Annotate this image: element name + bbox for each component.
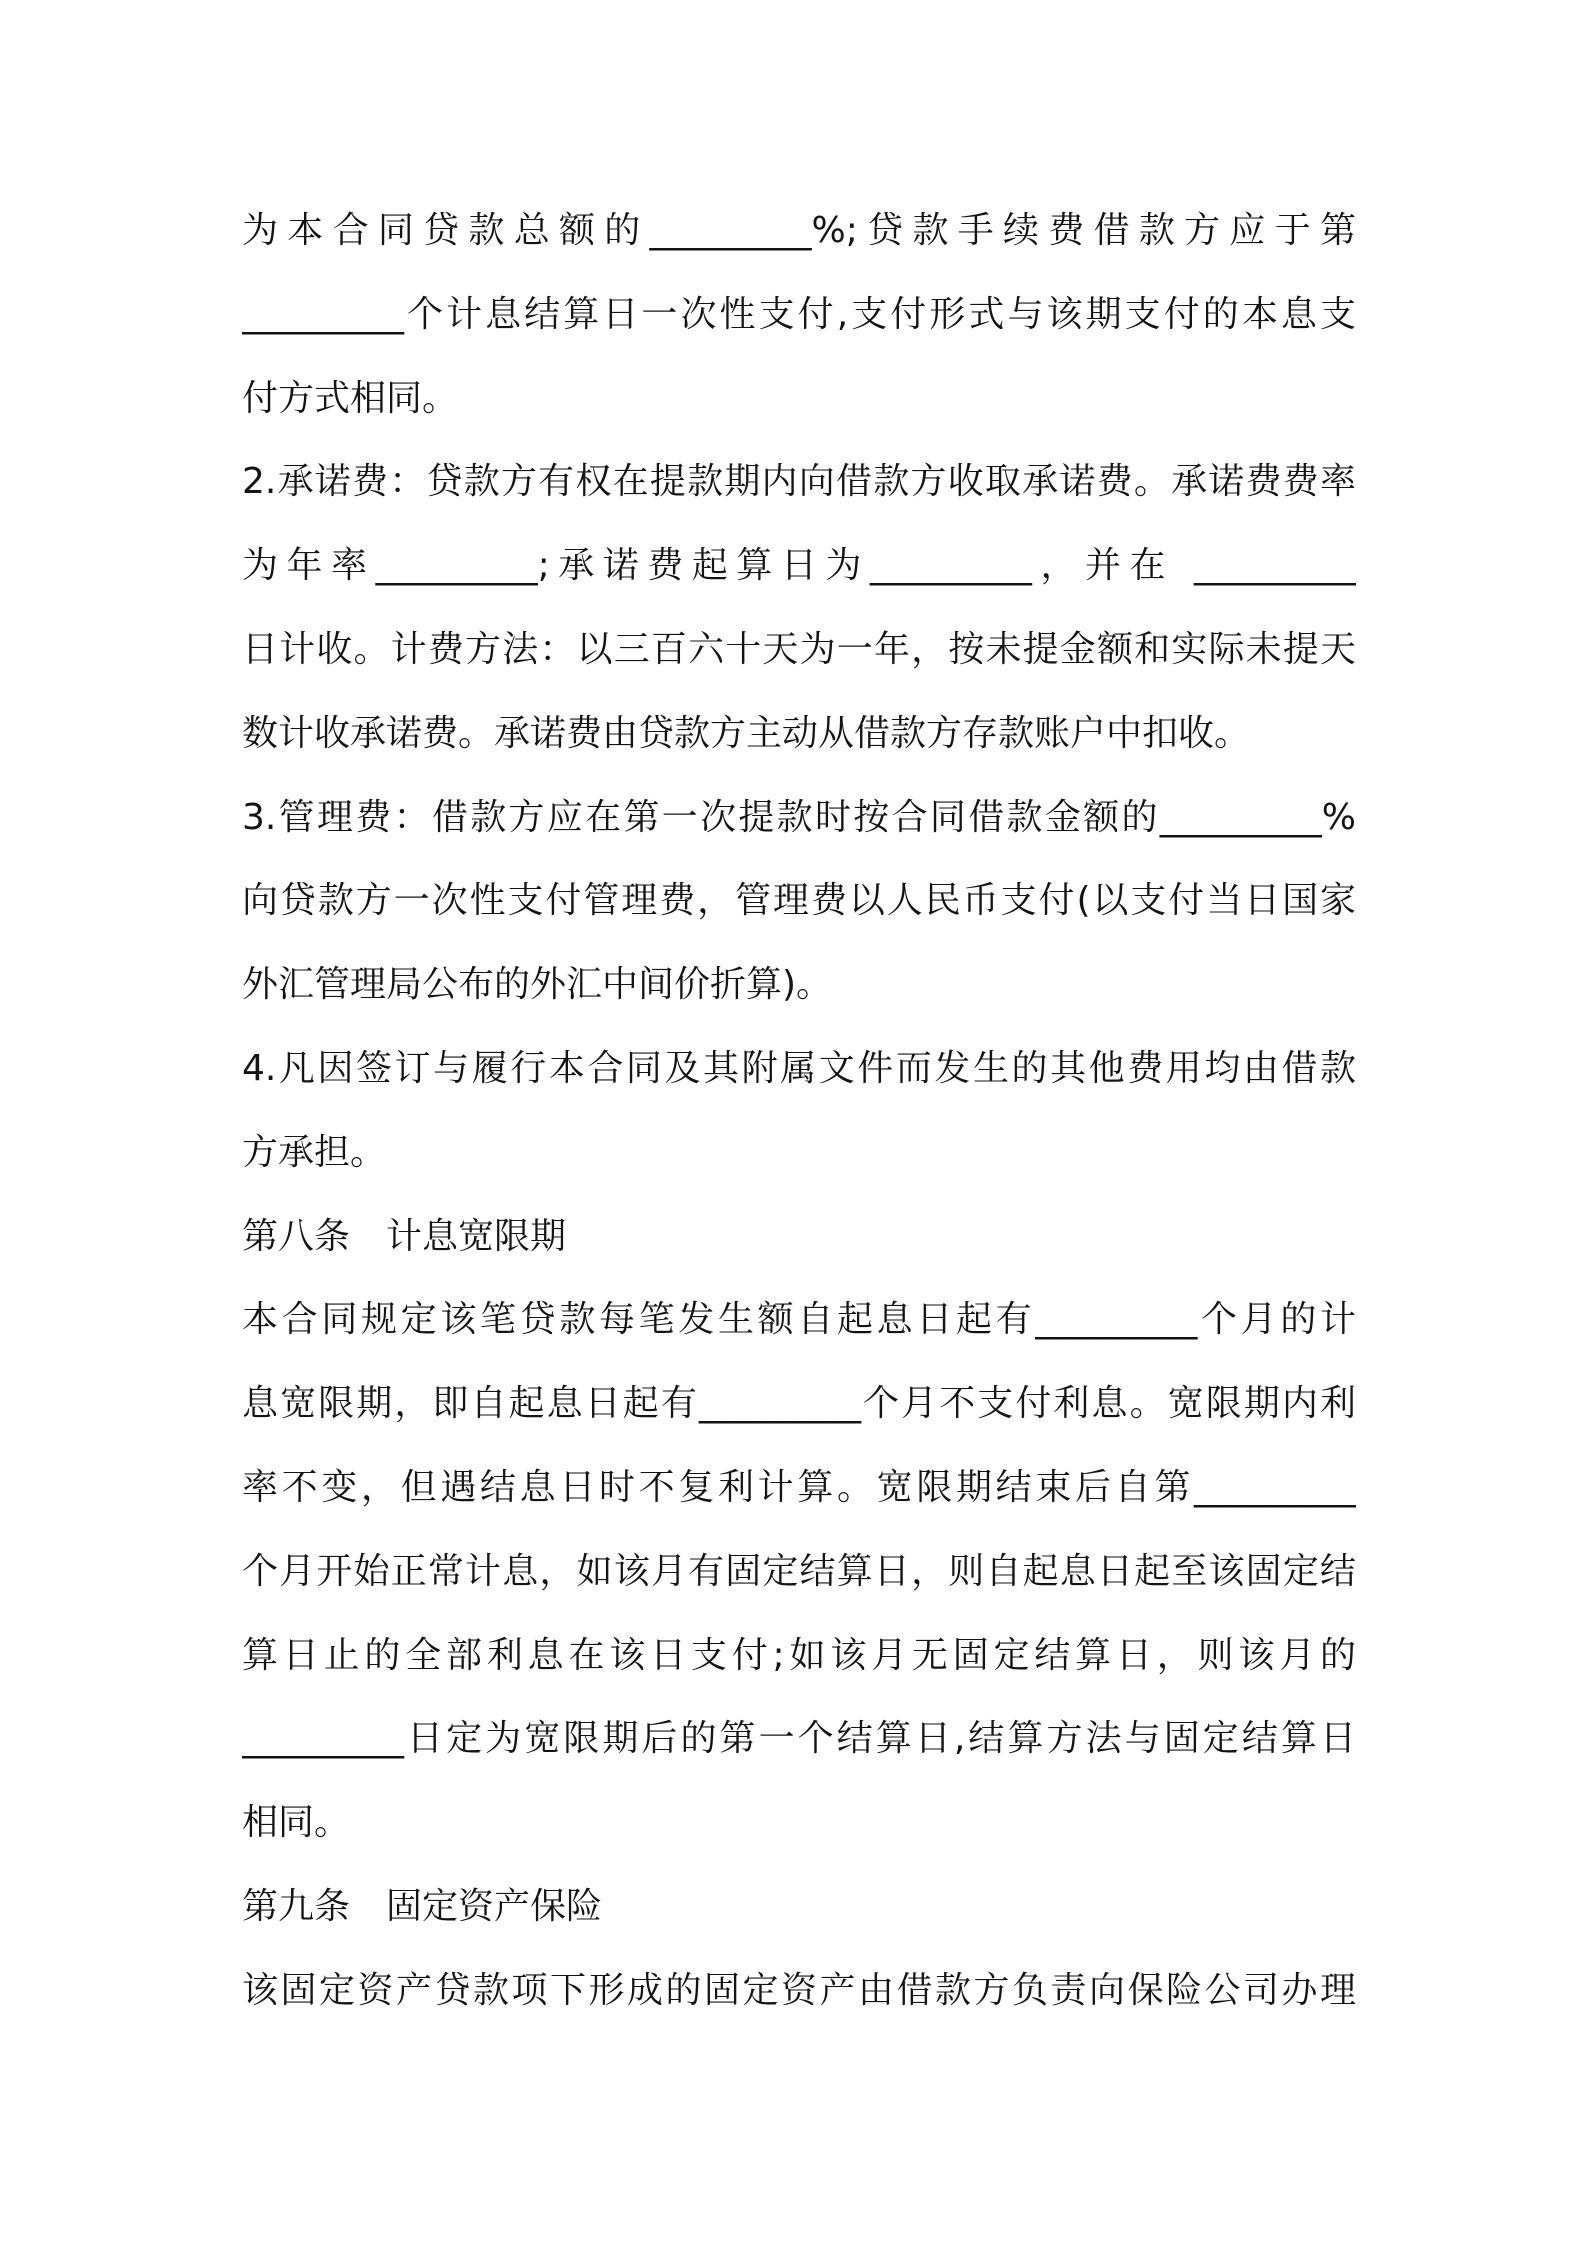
text-line: 算日止的全部利息在该日支付;如该月无固定结算日，则该月的 [242,1634,1356,1676]
text-line: _________个计息结算日一次性支付,支付形式与该期支付的本息支 [242,293,1356,335]
text-line: 该固定资产贷款项下形成的固定资产由借款方负责向保险公司办理 [242,1969,1356,2011]
text-line: 数计收承诺费。承诺费由贷款方主动从借款方存款账户中扣收。 [242,712,1251,754]
section-heading: 第八条 计息宽限期 [242,1215,567,1257]
text-line: 外汇管理局公布的外汇中间价折算)。 [242,964,833,1006]
text-line: 2.承诺费：贷款方有权在提款期内向借款方收取承诺费。承诺费费率 [242,461,1356,503]
text-line: _________日定为宽限期后的第一个结算日,结算方法与固定结算日 [242,1718,1356,1760]
text-line: 3.管理费：借款方应在第一次提款时按合同借款金额的_________% [242,796,1356,838]
text-line: 率不变，但遇结息日时不复利计算。宽限期结束后自第_________ [242,1466,1356,1508]
text-line: 个月开始正常计息，如该月有固定结算日，则自起息日起至该固定结 [242,1550,1356,1592]
text-line: 相同。 [242,1802,351,1844]
text-line: 方承担。 [242,1131,387,1173]
text-line: 付方式相同。 [242,377,459,419]
text-line: 为年率_________;承诺费起算日为_________，并在 _________ [242,545,1356,587]
text-line: 息宽限期，即自起息日起有_________个月不支付利息。宽限期内利 [242,1383,1356,1425]
text-line: 本合同规定该笔贷款每笔发生额自起息日起有_________个月的计 [242,1299,1356,1341]
document-body [242,189,1356,2033]
text-line: 向贷款方一次性支付管理费，管理费以人民币支付(以支付当日国家 [242,880,1356,922]
text-line: 日计收。计费方法：以三百六十天为一年，按未提金额和实际未提天 [242,628,1356,670]
text-line: 为本合同贷款总额的_________%;贷款手续费借款方应于第 [242,210,1356,251]
text-line: 4.凡因签订与履行本合同及其附属文件而发生的其他费用均由借款 [242,1047,1356,1089]
section-heading: 第九条 固定资产保险 [242,1885,603,1927]
